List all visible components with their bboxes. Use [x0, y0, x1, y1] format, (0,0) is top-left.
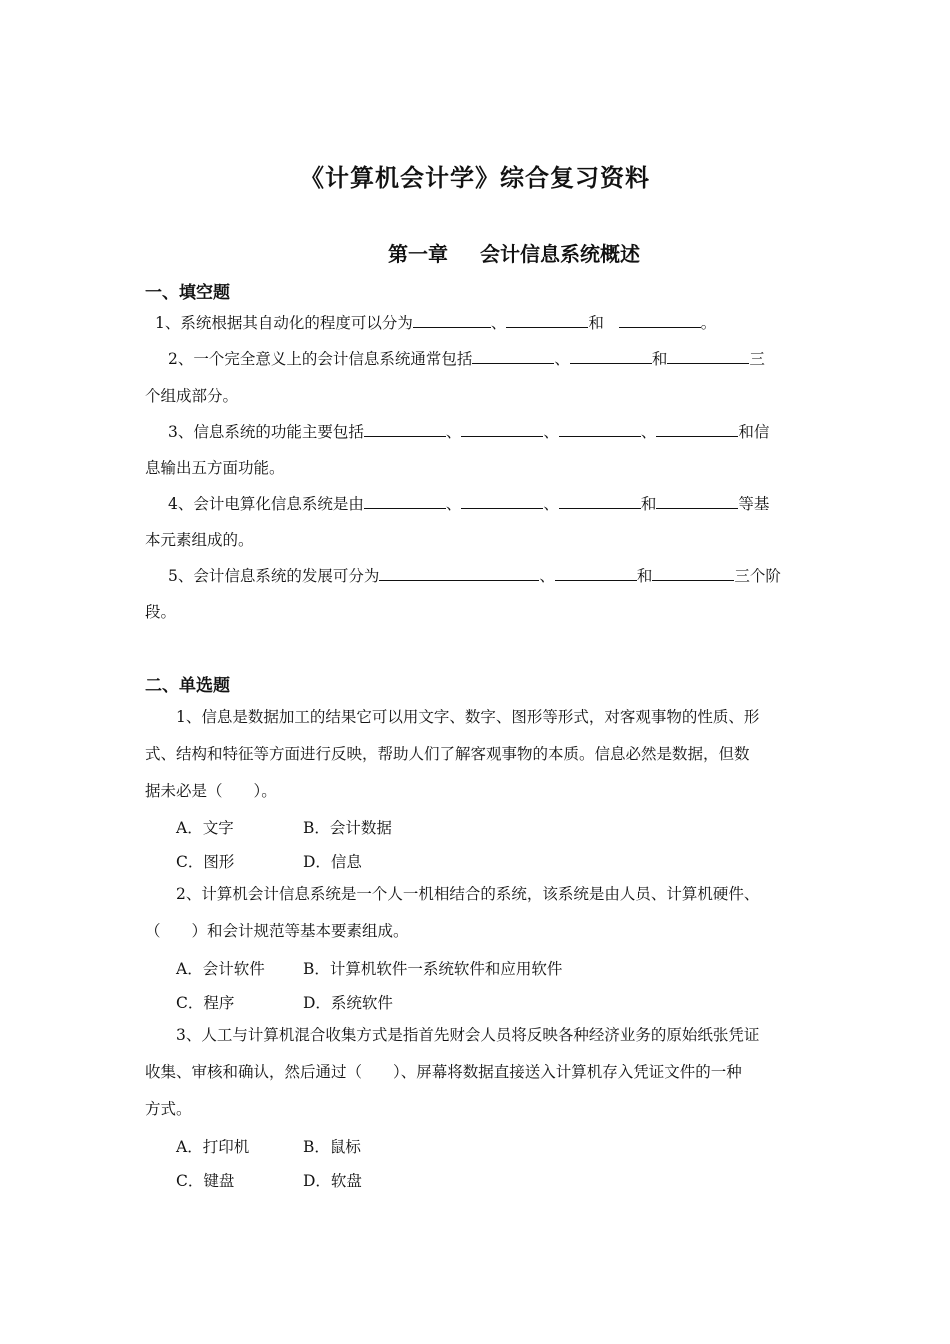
- fill-question-4: 4、会计电算化信息系统是由 、 、 和 等基: [168, 495, 770, 513]
- choice-question-3-line-1: 3、人工与计算机混合收集方式是指首先财会人员将反映各种经济业务的原始纸张凭证: [176, 1026, 760, 1044]
- choice-option-b: B．计算机软件一系统软件和应用软件: [303, 960, 563, 978]
- choice-option-c: C．图形: [176, 853, 235, 871]
- answer-blank: [472, 349, 554, 364]
- answer-blank: [656, 422, 738, 437]
- answer-blank: [667, 349, 749, 364]
- fill-question-5-cont: 段。: [145, 603, 177, 621]
- answer-blank: [656, 494, 738, 509]
- fill-question-2: 2、一个完全意义上的会计信息系统通常包括 、 和 三: [168, 350, 765, 368]
- choice-question-2-line-1: 2、计算机会计信息系统是一个人一机相结合的系统，该系统是由人员、计算机硬件、: [176, 885, 760, 903]
- choice-question-3-line-2: 收集、审核和确认，然后通过（ ）、屏幕将数据直接送入计算机存入凭证文件的一种: [145, 1063, 742, 1081]
- fill-question-4-cont: 本元素组成的。: [145, 531, 254, 549]
- answer-blank: [379, 566, 539, 581]
- answer-blank: [570, 349, 652, 364]
- answer-blank: [619, 313, 701, 328]
- choice-option-c: C．程序: [176, 994, 235, 1012]
- fill-question-3-cont: 息输出五方面功能。: [145, 459, 285, 477]
- document-title: 《计算机会计学》综合复习资料: [300, 163, 650, 192]
- choice-question-1-line-1: 1、信息是数据加工的结果它可以用文字、数字、图形等形式，对客观事物的性质、形: [176, 708, 760, 726]
- answer-blank: [652, 566, 734, 581]
- chapter-name: 会计信息系统概述: [480, 242, 640, 266]
- fill-question-5: 5、会计信息系统的发展可分为 、 和 三个阶: [168, 567, 781, 585]
- fill-question-1: 1、系统根据其自动化的程度可以分为 、 和 。: [155, 314, 717, 332]
- answer-blank: [461, 422, 543, 437]
- fill-question-3: 3、信息系统的功能主要包括 、 、 、 和信: [168, 423, 770, 441]
- choice-option-b: B．会计数据: [303, 819, 392, 837]
- answer-blank: [555, 566, 637, 581]
- choice-option-d: D．软盘: [303, 1172, 362, 1190]
- answer-blank: [559, 494, 641, 509]
- answer-blank: [413, 313, 491, 328]
- answer-blank: [461, 494, 543, 509]
- answer-blank: [506, 313, 588, 328]
- choice-question-2-line-2: （ ）和会计规范等基本要素组成。: [145, 922, 409, 940]
- choice-question-1-line-3: 据未必是（ ）。: [145, 782, 277, 800]
- choice-option-b: B．鼠标: [303, 1138, 361, 1156]
- fill-question-2-cont: 个组成部分。: [145, 387, 239, 405]
- choice-option-a: A．文字: [176, 819, 234, 837]
- section-heading-fill-blank: 一、填空题: [145, 283, 230, 303]
- choice-option-a: A．会计软件: [176, 960, 265, 978]
- section-heading-single-choice: 二、单选题: [145, 676, 230, 696]
- choice-option-a: A．打印机: [176, 1138, 250, 1156]
- choice-question-1-line-2: 式、结构和特征等方面进行反映，帮助人们了解客观事物的本质。信息必然是数据，但数: [145, 745, 750, 763]
- choice-option-d: D．信息: [303, 853, 362, 871]
- choice-option-c: C．键盘: [176, 1172, 235, 1190]
- choice-question-3-line-3: 方式。: [145, 1100, 192, 1118]
- answer-blank: [559, 422, 641, 437]
- choice-option-d: D．系统软件: [303, 994, 393, 1012]
- answer-blank: [364, 422, 446, 437]
- answer-blank: [364, 494, 446, 509]
- chapter-number: 第一章: [388, 242, 448, 266]
